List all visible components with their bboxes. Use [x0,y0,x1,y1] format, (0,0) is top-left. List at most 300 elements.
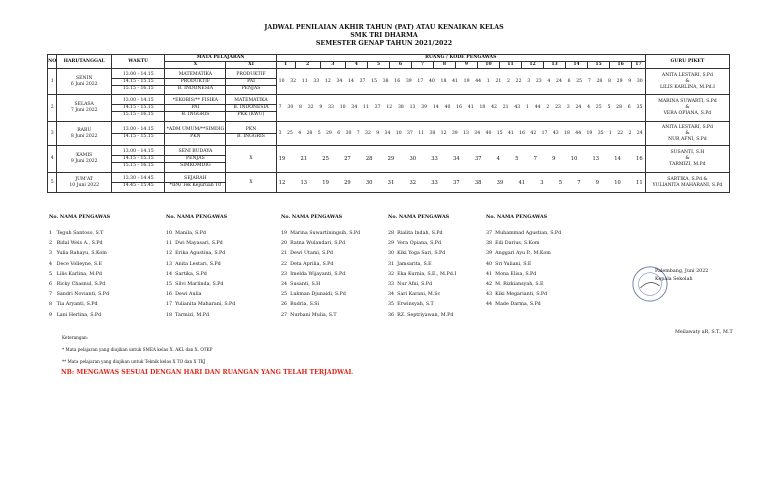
pengawas-code: 6 [337,130,341,136]
pengawas-code: 21 [495,78,502,84]
col-subjects: MATA PELAJARAN [165,55,276,62]
schedule-row [48,173,730,193]
pengawas-item: 1 Teguh Santoso, S.T [49,231,104,236]
col-time: WAKTU [111,55,165,69]
pengawas-code: 33 [328,105,334,110]
cell-line: PRODUKTIF [236,71,266,77]
pengawas-heading: No. NAMA PENGAWAS [281,214,343,220]
class-x-cell [165,146,226,173]
col-guru: GURU PIKET [645,55,729,69]
row-number: 1 [50,78,54,84]
guru-cell [645,122,729,146]
cell-line: ANITA LESTARI, S.Pd [661,72,713,78]
cell-line: 15.15 - 16.15 [112,162,165,169]
pengawas-heading: No. NAMA PENGAWAS [486,214,548,220]
pengawas-code: 22 [515,78,522,84]
pengawas-item: 13 Anita Lestari, S.Pd [166,261,221,267]
room-codes [276,95,645,122]
pengawas-item: 19 Marina Suwartiningsih, S.Pd [281,231,361,236]
pengawas-code: 3 [527,78,531,84]
room-codes [276,146,645,173]
room-header: 14 [566,62,588,69]
cell-line: PENJAS [165,155,225,162]
pengawas-code: 27 [344,156,351,162]
pengawas-code: 37 [374,105,381,110]
pengawas-code: 28 [306,130,313,136]
pengawas-code: 12 [278,179,286,186]
schedule-row [48,122,730,146]
pengawas-code: 40 [428,78,435,84]
cell-line: PAI [165,104,225,111]
pengawas-item: 42 M. Rizkiansyah, S.E [486,282,544,288]
pengawas-code: 43 [552,130,559,136]
pengawas-item: 35 Erwinsyah, S.T [388,302,434,308]
pengawas-code: 5 [515,156,519,162]
row-no [48,146,57,173]
col-class-xi: XI [226,62,276,69]
sign-role: Kepala Sekolah [655,277,693,282]
pengawas-code: 34 [336,78,343,84]
cell-line: *ADM UMUM/**SIMDIG [166,127,225,132]
pengawas-code: 5 [607,105,611,110]
cell-line: 13.00 - 14.15 [122,71,154,77]
class-xi-cell [226,95,276,122]
pengawas-code: 19 [322,179,329,186]
row-number: 2 [50,105,54,110]
pengawas-code: 19 [586,130,593,136]
pengawas-code: 23 [535,78,542,84]
pengawas-code: 9 [376,130,380,136]
pengawas-code: 5 [317,130,321,136]
room-header: 12 [522,62,544,69]
pengawas-code: 33 [313,78,320,84]
pengawas-code: 41 [507,130,514,136]
class-x-cell [165,69,226,95]
cell-line: LILIS KARLINA, M.Pd.I [659,84,715,90]
room-header: 7 [411,62,433,69]
cell-line: & [685,130,690,136]
day-name: RABU [77,127,92,133]
pengawas-item: 43 Kiki Megarianti, S.Pd [486,292,548,298]
cell-line: 14.15 - 15.15 [112,104,165,111]
pengawas-item: 33 Nur Afni, S.Pd [388,282,433,288]
cell-line: SIMKOMDIG [165,162,225,169]
pengawas-code: 6 [627,105,631,110]
room-header: 16 [610,62,632,69]
pengawas-item: 2 Bidal Weis A., S.Pd [49,241,103,247]
pengawas-code: 39 [451,130,458,136]
pengawas-code: 13 [409,105,416,110]
class-xi-cell [226,173,276,193]
pengawas-code: 37 [406,130,413,136]
pengawas-code: 8 [299,105,302,110]
pengawas-code: 24 [556,78,562,84]
notes-title: Keterangan: [62,335,89,340]
day-name: KAMIS [76,153,93,158]
pengawas-code: 3 [540,179,544,186]
schedule-row [48,146,730,173]
pengawas-code: 2 [507,78,510,84]
notes [62,332,213,368]
pengawas-code: 15 [371,78,378,84]
pengawas-item: 44 Made Darma, S.Pd [486,302,541,308]
pengawas-code: 10 [570,156,578,162]
pengawas-code: 29 [616,78,623,84]
pengawas-code: 8 [608,78,611,84]
class-xi-cell [226,69,276,95]
cell-line: SARTIKA, S.Pd & [667,176,708,182]
cell-line: ANITA LESTARI, S.Pd [661,124,713,130]
pengawas-code: 28 [616,105,623,110]
cell-line: MATEMATIKA [178,71,213,77]
pengawas-code: 7 [356,130,360,136]
pengawas-code: 9 [552,156,556,162]
day-cell [57,122,112,146]
guru-cell [645,69,729,95]
pengawas-code: 44 [534,105,541,110]
semester-title: SEMESTER GENAP TAHUN 2021/2022 [315,40,453,47]
pengawas-item: 26 Budria, S.Si [281,302,320,308]
no-exam-mark: X [249,179,253,185]
pengawas-code: 22 [617,130,624,136]
cell-line: SEJARAH [184,176,207,181]
day-date: 10 Juni 2022 [69,182,100,188]
room-header: 11 [500,62,522,69]
guru-cell [645,173,729,193]
pengawas-item: 14 Sartika, S.Pd [166,271,207,277]
cell-line: 14.15 - 15.15 [112,78,165,85]
pengawas-code: 25 [576,78,583,84]
room-header: 1 [276,62,295,69]
pengawas-code: 2 [546,105,550,110]
pengawas-item: 41 Mona Elisa, S.Pd [486,271,537,277]
pengawas-code: 25 [595,105,602,110]
class-x-cell [165,122,226,146]
day-cell [57,95,112,122]
row-number: 4 [50,156,54,161]
pengawas-code: 4 [298,130,302,136]
pengawas-code: 34 [453,156,460,162]
pengawas-code: 1 [526,105,529,110]
pengawas-item: 17 Yulianita Maharani, S.Pd [166,302,236,308]
pengawas-code: 12 [386,105,393,110]
pengawas-code: 7 [533,156,537,162]
pengawas-code: 32 [290,78,297,84]
room-header: 2 [295,62,320,69]
pengawas-code: 12 [440,130,447,136]
pengawas-item: 31 Jamsarita, S.E [388,261,432,267]
pengawas-code: 19 [463,78,470,84]
warning-note: NB: MENGAWAS SESUAI DENGAN HARI DAN RUANGAN YANG TELAH TERJADWAL [61,369,353,376]
pengawas-item: 28 Rialita Indah, S.Pd [388,231,443,236]
cell-line: B. INDONESIA [165,85,225,92]
pengawas-code: 23 [555,105,561,110]
time-cell [111,69,165,95]
cell-line: PKN [245,127,257,132]
room-header: 6 [389,62,411,69]
cell-line: 14.15 - 15.15 [112,133,165,140]
pengawas-item: 27 Nurbani Mulia, S.T [281,312,337,318]
room-header: 10 [477,62,499,69]
pengawas-code: 4 [547,78,551,84]
cell-line: B. INGGRIS [226,133,275,140]
cell-line: MATEMATIKA [234,98,268,103]
pengawas-code: 29 [326,130,332,136]
pengawas-code: 7 [278,105,282,110]
pengawas-code: 34 [351,105,358,110]
pengawas-heading: No. NAMA PENGAWAS [388,214,450,220]
pengawas-code: 10 [278,78,285,84]
row-no [48,173,57,193]
col-no: NO [48,55,57,69]
pengawas-code: 16 [519,130,526,136]
day-cell [57,69,112,95]
pengawas-code: 41 [467,105,474,110]
day-date: 9 Juni 2022 [70,159,98,164]
pengawas-code: 2 [628,130,632,136]
day-name: JUM'AT [75,176,94,182]
pengawas-code: 42 [530,130,537,136]
pengawas-code: 44 [575,130,582,136]
schedule-row [48,95,730,122]
pengawas-code: 18 [564,130,570,136]
cell-line: PRODUKTIF [165,78,225,85]
cell-line: 13.00 - 14.15 [122,127,154,132]
note-1: * Mata pelajaran yang diujikan untuk SMEA kelas X. AKL dan X. OTKP [62,347,213,352]
pengawas-item: 40 Sri Yuliani, S.E [486,261,532,267]
pengawas-code: 30 [365,179,373,186]
pengawas-code: 3 [278,130,282,136]
room-header: 9 [455,62,477,69]
room-codes [276,122,645,146]
pengawas-code: 17 [417,78,424,84]
pengawas-code: 4 [587,105,591,110]
pengawas-item: 6 Ricky Chasnul, S.Pd [49,282,106,288]
pengawas-code: 11 [301,78,308,84]
pengawas-code: 30 [287,105,294,110]
pengawas-code: 10 [339,105,346,110]
pengawas-code: 44 [475,78,482,84]
pengawas-item: 12 Erika Agustina, S.Pd [166,251,226,257]
cell-line: PKN [165,133,225,140]
pengawas-code: 30 [409,156,417,162]
cell-line: & [685,156,690,161]
day-name: SENIN [76,75,93,81]
room-header: 13 [544,62,566,69]
pengawas-item: 8 Tia Aryanti, S.Pd [49,302,98,308]
pengawas-code: 11 [363,105,369,110]
pengawas-item: 4 Dece Volleyne, S.E [49,261,103,267]
pengawas-item: 20 Ratna Wulandari, S.Pd [281,241,346,247]
pengawas-code: 34 [384,130,391,136]
pengawas-code: 16 [394,78,401,84]
cell-line: & [685,105,690,110]
class-x-cell [165,173,226,193]
cell-line: 14.15 - 15.15 [112,155,165,162]
room-codes [276,69,645,95]
pengawas-item: 21 Dewi Utami, S.Pd [281,251,333,257]
pengawas-item: 11 Dwi Mayasari, S.Pd [166,241,223,247]
school-name: SMK TRI DHARMA [350,32,418,39]
pengawas-column [166,211,235,321]
day-cell [57,173,112,193]
pengawas-heading: No. NAMA PENGAWAS [166,214,228,220]
pengawas-code: 3 [566,105,570,110]
guru-cell [645,95,729,122]
day-cell [57,146,112,173]
pengawas-code: 10 [614,179,621,186]
pengawas-column [281,211,360,321]
pengawas-column [49,211,110,321]
pengawas-item: 16 Dewi Aulia [166,292,202,298]
pengawas-code: 40 [485,130,492,136]
pengawas-item: 18 Tarmizi, M.Pd [166,312,210,318]
guru-cell [645,146,729,173]
room-header: 5 [367,62,389,69]
cell-line: PAI [226,78,275,85]
day-date: 8 Juni 2022 [70,133,98,139]
pengawas-item: 29 Vera Opiana, S.Pd [388,241,442,247]
pengawas-code: 9 [628,78,632,84]
note-2: ** Mata pelajaran yang diujikan untuk Teknik kelas X TO dan X TKJ [62,359,206,364]
pengawas-code: 29 [344,179,351,186]
row-number: 3 [50,130,54,136]
pengawas-column [388,211,456,321]
pengawas-code: 33 [431,179,438,186]
cell-line: 13.00 - 14.15 [122,149,154,154]
room-header: 4 [345,62,367,69]
pengawas-code: 13 [592,156,600,162]
day-date: 6 Juni 2022 [70,81,98,87]
room-header: 15 [588,62,610,69]
pengawas-item: 7 Sandri Novianti, S.Pd [49,292,110,298]
pengawas-code: 12 [324,78,331,84]
pengawas-code: 10 [395,130,402,136]
pengawas-code: 24 [575,105,582,110]
pengawas-code: 40 [444,105,451,110]
pengawas-code: 5 [558,179,563,186]
time-cell [111,146,165,173]
pengawas-code: 30 [636,78,643,84]
doc-title: JADWAL PENILAIAN AKHIR TAHUN (PAT) ATAU KENAIKAN KELAS [264,24,504,31]
class-xi-cell [226,146,276,173]
pengawas-item: 30 Kiki Yoga Sari, S.Pd [388,251,446,257]
pengawas-column [486,211,561,311]
pengawas-code: 18 [440,78,447,84]
pengawas-code: 39 [405,78,412,84]
cell-line: VERA OPIANA, S.Pd [663,111,712,116]
pengawas-item: 22 Deta Aprilia, S.Pd [281,261,334,267]
pengawas-code: 9 [595,179,600,186]
cell-line: TARMIZI, M.Pd [669,162,706,167]
pengawas-code: 14 [432,105,439,110]
schedule-table [47,54,730,193]
pengawas-code: 30 [345,130,352,136]
cell-line: & [685,78,690,84]
signature-block [655,268,708,284]
pengawas-code: 39 [496,179,504,186]
pengawas-code: 18 [479,105,486,110]
pengawas-item: 25 Lukman Djunaidi, S.Pd [281,292,346,298]
pengawas-code: 42 [491,105,497,110]
pengawas-code: 43 [514,105,521,110]
cell-line: MARINA SUWARTI, S.Pd [658,99,717,104]
schedule-row [48,69,730,95]
pengawas-code: 25 [286,130,293,136]
pengawas-code: 41 [452,78,458,84]
pengawas-code: 1 [486,78,490,84]
pengawas-code: 15 [496,130,503,136]
pengawas-code: 11 [418,130,425,136]
cell-line: YULIANITA MAHARANI, S.Pd [652,182,723,188]
col-rooms: RUANG / KODE PENGAWAS [276,55,645,62]
class-xi-cell [226,122,276,146]
pengawas-item: 32 Eka Kurnia, S.E., M.Pd.I [388,271,457,277]
pengawas-code: 32 [365,130,371,136]
pengawas-code: 11 [636,179,643,186]
pengawas-code: 28 [365,156,373,162]
pengawas-code: 21 [300,156,308,162]
cell-line: *IPA/ Tek Kejuruan T0 [165,182,225,189]
pengawas-code: 28 [596,78,603,84]
pengawas-code: 7 [577,179,581,186]
pengawas-code: 19 [278,156,286,162]
pengawas-code: 25 [322,156,329,162]
pengawas-code: 13 [463,130,469,136]
cell-line: B. INDONESIA [226,104,275,111]
pengawas-item: 36 RZ. Septriyawan, M.Pd [388,312,454,318]
room-header: 17 [632,62,646,69]
pengawas-code: 21 [502,105,509,110]
pengawas-code: 35 [597,130,604,136]
pengawas-item: 10 Manila, S.Pd [166,231,206,236]
pengawas-code: 14 [348,78,354,84]
pengawas-code: 39 [421,105,428,110]
col-class-x: X [165,62,226,69]
pengawas-item: 24 Susanti, S.H [281,282,321,288]
pengawas-item: 3 Yulia Rahayu, S.Kom [49,251,107,257]
no-exam-mark: X [249,156,253,161]
sign-name: Meilawaty aR, S.T., M.T [675,330,733,335]
pengawas-item: 9 Lani Herlina, S.Pd [49,312,102,318]
pengawas-item: 34 Sari Karani, M.Sc [388,292,441,298]
pengawas-code: 32 [409,179,417,186]
cell-line: 15.15 - 16.15 [112,85,165,92]
cell-line: 13.30 - 14.45 [122,176,154,181]
pengawas-code: 24 [636,130,643,136]
pengawas-code: 4 [496,156,500,162]
pengawas-heading: No. NAMA PENGAWAS [49,214,111,220]
pengawas-code: 41 [518,179,526,186]
day-name: SELASA [74,102,94,107]
pengawas-item: 15 Silvi Marlinda, S.Pd [166,282,224,288]
cell-line: PKK (KWU) [226,111,275,118]
class-x-cell [165,95,226,122]
cell-line: SUSANTI, S.H [670,150,705,155]
pengawas-code: 31 [387,179,395,186]
pengawas-item: 23 Imelda Wijayanti, S.Pd [281,271,346,277]
pengawas-code: 38 [382,78,389,84]
pengawas-code: 37 [453,179,460,186]
pengawas-code: 9 [319,105,323,110]
pengawas-code: 6 [567,78,571,84]
pengawas-code: 38 [474,179,482,186]
pengawas-code: 16 [636,156,643,162]
room-header: 8 [433,62,455,69]
pengawas-item: 38 Edi Darius, S.Kom [486,241,540,247]
room-header: 3 [320,62,345,69]
col-day: HARI/TANGGAL [57,55,112,69]
